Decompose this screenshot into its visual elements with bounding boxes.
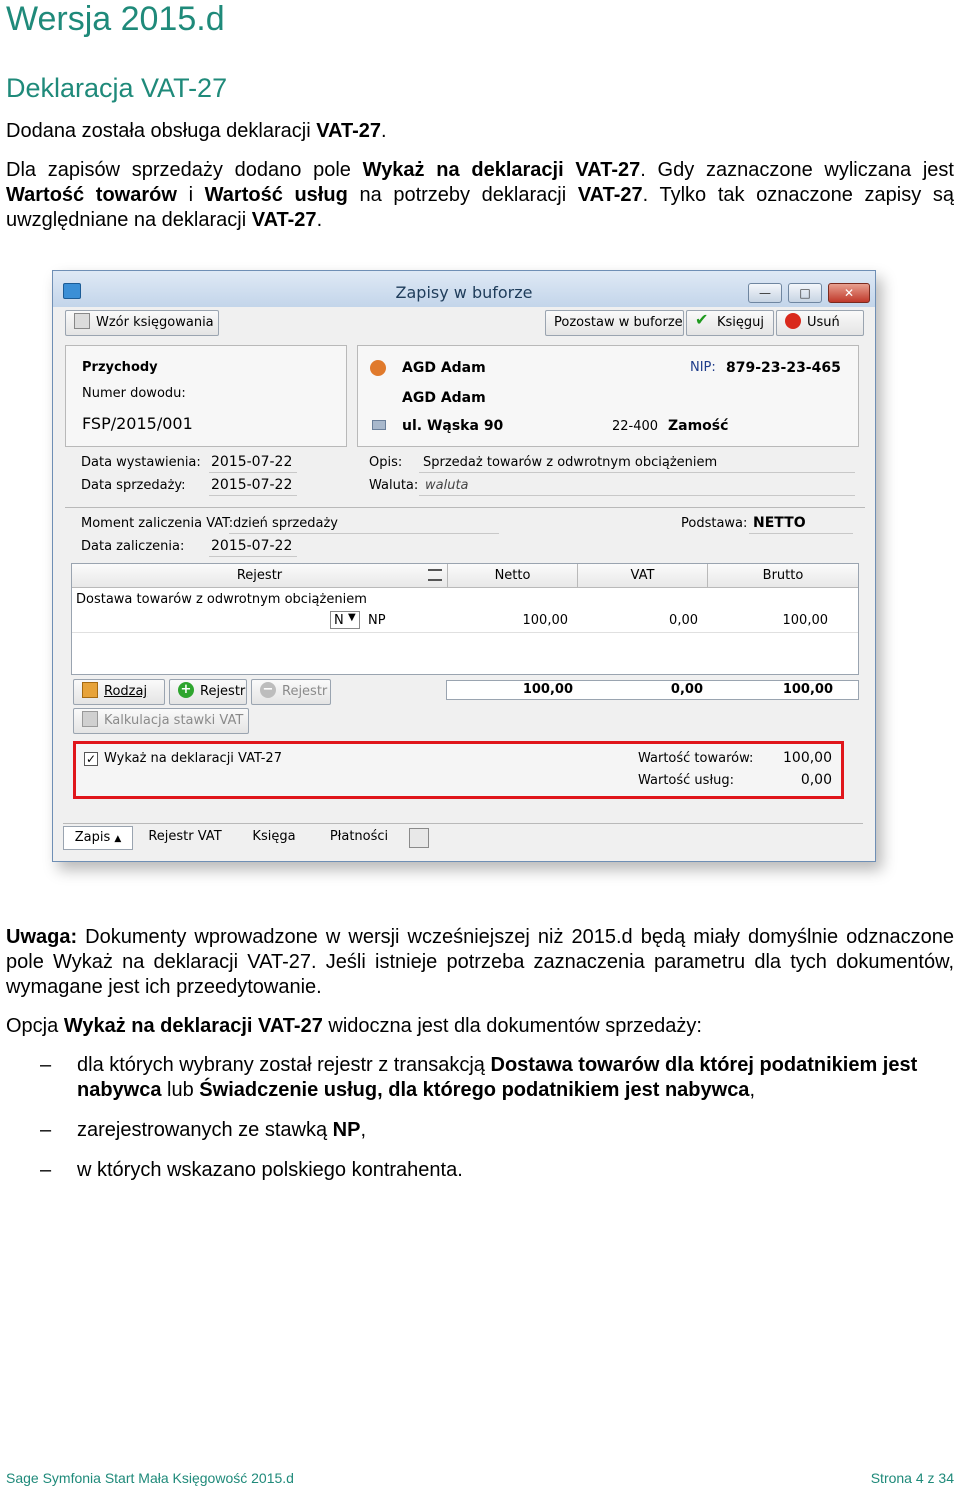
total-vat: 0,00 <box>670 682 703 697</box>
minimize-button[interactable]: — <box>748 283 782 303</box>
services-value-label: Wartość usług: <box>638 773 735 788</box>
document-number-label: Numer dowodu: <box>82 386 186 401</box>
calculator-icon <box>82 711 98 727</box>
contractor-street: ul. Wąska 90 <box>402 418 504 434</box>
sale-date-label: Data sprzedaży: <box>81 478 186 493</box>
nip-label: NIP: <box>690 360 716 375</box>
totals-row <box>446 680 859 700</box>
vat27-section <box>73 741 844 799</box>
row-netto[interactable]: 100,00 <box>522 613 568 628</box>
document-number[interactable]: FSP/2015/001 <box>82 414 193 433</box>
document-type: Przychody <box>82 360 158 375</box>
document-panel <box>65 345 347 447</box>
base-value[interactable]: NETTO <box>753 515 806 531</box>
currency-value[interactable]: waluta <box>425 478 469 493</box>
description-value[interactable]: Sprzedaż towarów z odwrotnym obciążeniem <box>423 455 718 470</box>
records-buffer-window <box>52 270 876 862</box>
paragraph-new-field: Dla zapisów sprzedaży dodano pole Wykaż na deklaracji VAT-27. Gdy zaznaczone wyliczana jest Wartość towarów i Wartość usług na potrzeby deklaracji VAT-27. Tylko tak oznaczone zapisy są uwzględniane na deklaracji VAT-27. <box>6 159 954 231</box>
add-register-button[interactable]: + Rejestr <box>169 679 247 705</box>
remove-register-button[interactable]: − Rejestr <box>251 679 331 705</box>
register-name[interactable]: Dostawa towarów z odwrotnym obciążeniem <box>76 592 367 607</box>
rate-code-select[interactable]: N ▼ <box>330 611 360 629</box>
plus-icon: + <box>178 682 194 698</box>
page-heading: Wersja 2015.d <box>6 0 225 38</box>
column-chooser-icon[interactable] <box>428 569 442 581</box>
tab-record[interactable]: Zapis ▲ <box>63 826 133 850</box>
base-label: Podstawa: <box>681 516 748 531</box>
posting-template-button[interactable]: Wzór księgowania <box>65 310 219 336</box>
minus-icon: − <box>260 682 276 698</box>
total-netto: 100,00 <box>522 682 573 697</box>
leave-in-buffer-button[interactable]: Pozostaw w buforze <box>545 310 684 336</box>
paragraph-note: Uwaga: Dokumenty wprowadzone w wersji wcześniejszej niż 2015.d będą miały domyślnie odznaczone pole Wykaż na deklaracji VAT-27. Jeśli istnieje potrzeba zaznaczenia parametru dla tych dokumentów, wymagane jest ich przeedytowanie. <box>6 926 954 998</box>
address-icon <box>372 420 386 430</box>
chevron-up-icon: ▲ <box>114 834 122 844</box>
window-title: Zapisy w buforze <box>395 283 533 302</box>
contractor-city: Zamość <box>668 418 729 434</box>
chevron-down-icon: ▼ <box>348 612 356 623</box>
column-header-register[interactable]: Rejestr <box>72 564 448 588</box>
contractor-name[interactable]: AGD Adam <box>402 360 486 376</box>
close-button[interactable]: ✕ <box>828 283 870 303</box>
vat-moment-value[interactable]: dzień sprzedaży <box>233 516 338 531</box>
description-label: Opis: <box>369 455 403 470</box>
vat-moment-label: Moment zaliczenia VAT: <box>81 516 234 531</box>
goods-value: 100,00 <box>783 750 832 766</box>
type-button[interactable]: Rodzaj <box>73 679 165 705</box>
section-heading: Deklaracja VAT-27 <box>6 73 228 103</box>
post-button[interactable]: ✔ Księguj <box>686 310 774 336</box>
rate-value: NP <box>368 613 386 628</box>
currency-label: Waluta: <box>369 478 419 493</box>
vat-register-grid <box>71 563 859 675</box>
sale-date[interactable]: 2015-07-22 <box>211 477 293 493</box>
vat-date-value[interactable]: 2015-07-22 <box>211 538 293 554</box>
type-icon <box>82 682 98 698</box>
contractor-full-name: AGD Adam <box>402 390 486 406</box>
tab-vat-register[interactable]: Rejestr VAT <box>148 829 222 844</box>
issue-date[interactable]: 2015-07-22 <box>211 454 293 470</box>
notes-icon[interactable] <box>409 828 429 848</box>
vat-rate-calculation-button[interactable]: Kalkulacja stawki VAT <box>73 708 249 734</box>
column-header-vat[interactable]: VAT <box>578 564 708 588</box>
total-brutto: 100,00 <box>782 682 833 697</box>
goods-value-label: Wartość towarów: <box>638 751 754 766</box>
tab-payments[interactable]: Płatności <box>329 829 389 844</box>
template-icon <box>74 313 90 329</box>
column-header-brutto[interactable]: Brutto <box>708 564 858 588</box>
maximize-button[interactable]: □ <box>788 283 822 303</box>
issue-date-label: Data wystawienia: <box>81 455 201 470</box>
row-vat[interactable]: 0,00 <box>669 613 698 628</box>
tab-ledger[interactable]: Księga <box>252 829 296 844</box>
vat-date-label: Data zaliczenia: <box>81 539 185 554</box>
vat27-checkbox[interactable]: ✓ <box>85 752 97 766</box>
bottom-tabs <box>63 823 863 851</box>
services-value: 0,00 <box>800 772 832 788</box>
nip-value[interactable]: 879-23-23-465 <box>726 360 841 376</box>
delete-icon <box>785 313 801 329</box>
person-icon <box>370 360 386 376</box>
row-brutto[interactable]: 100,00 <box>782 613 828 628</box>
footer-product: Sage Symfonia Start Mała Księgowość 2015.d <box>6 1470 294 1486</box>
paragraph-option: Opcja Wykaż na deklaracji VAT-27 widoczna jest dla dokumentów sprzedaży: <box>6 1015 702 1037</box>
vat27-checkbox-label[interactable]: Wykaż na deklaracji VAT-27 <box>104 751 282 766</box>
column-header-netto[interactable]: Netto <box>448 564 578 588</box>
footer-page-number: Strona 4 z 34 <box>870 1470 954 1486</box>
paragraph-intro: Dodana została obsługa deklaracji VAT-27. <box>6 120 387 142</box>
delete-button[interactable]: Usuń <box>776 310 864 336</box>
contractor-postcode: 22-400 <box>612 419 659 434</box>
window-titlebar <box>53 271 875 307</box>
checkmark-icon: ✔ <box>695 310 709 329</box>
contractor-panel <box>357 345 859 447</box>
